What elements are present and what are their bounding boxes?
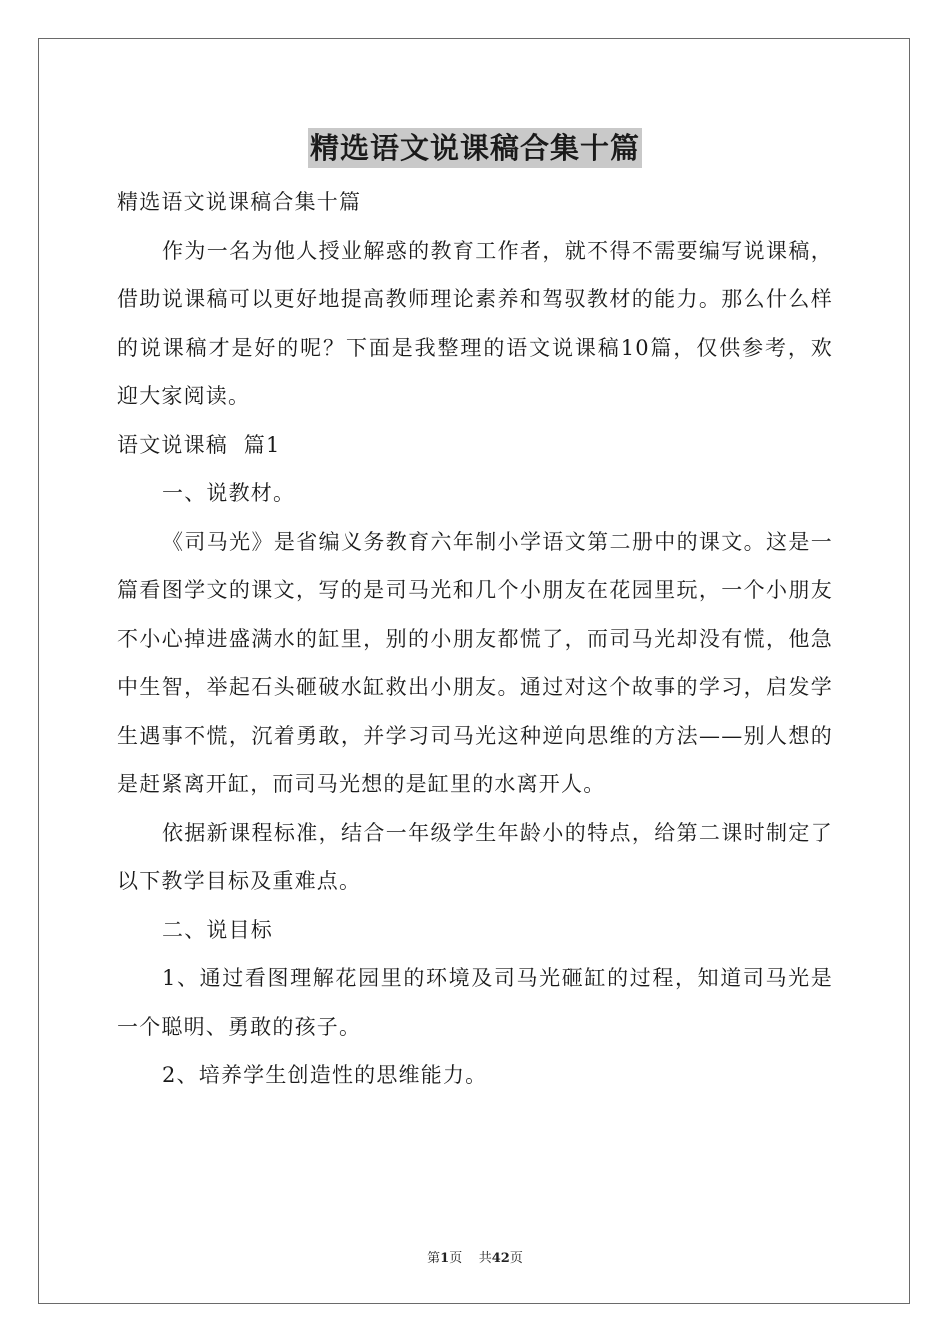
body-paragraph: 一、说教材。: [162, 481, 296, 505]
body-paragraph: 2、培养学生创造性的思维能力。: [162, 1063, 488, 1087]
document-title: 精选语文说课稿合集十篇: [308, 128, 642, 168]
body-paragraph: 依据新课程标准，结合一年级学生年龄小的特点，给第二课时制定了以下教学目标及重难点。: [117, 820, 833, 893]
title-block: [0, 128, 950, 168]
body-paragraph: 《司马光》是省编义务教育六年制小学语文第二册中的课文。这是一篇看图学文的课文，写的是司马光和几个小朋友在花园里玩，一个小朋友不小心掉进盛满水的缸里，别的小朋友都慌了，而司马光却没有慌，他急中生智，举起石头砸破水缸救出小朋友。通过对这个故事的学习，启发学生遇事不慌，沉着勇敢，并学习司马光这种逆向思维的方法——别人想的是赶紧离开缸，而司马光想的是缸里的水离开人。: [117, 529, 833, 796]
footer-suffix: 页: [509, 1251, 523, 1266]
footer-page-number: 1: [440, 1251, 450, 1266]
footer-prefix: 第: [427, 1251, 441, 1266]
footer-middle: 页 共: [449, 1251, 492, 1266]
document-body: [117, 178, 833, 1100]
body-paragraph: 二、说目标: [162, 917, 273, 942]
footer-total-pages: 42: [491, 1251, 510, 1266]
body-paragraph: 精选语文说课稿合集十篇: [117, 190, 362, 214]
page-footer: [0, 1247, 950, 1266]
body-paragraph: 1、通过看图理解花园里的环境及司马光砸缸的过程，知道司马光是一个聪明、勇敢的孩子。: [117, 966, 833, 1039]
body-paragraph: 作为一名为他人授业解惑的教育工作者，就不得不需要编写说课稿，借助说课稿可以更好地提高教师理论素养和驾驭教材的能力。那么什么样的说课稿才是好的呢？下面是我整理的语文说课稿10篇，仅供参考，欢迎大家阅读。: [117, 238, 833, 408]
body-paragraph: 语文说课稿 篇1: [117, 432, 281, 457]
